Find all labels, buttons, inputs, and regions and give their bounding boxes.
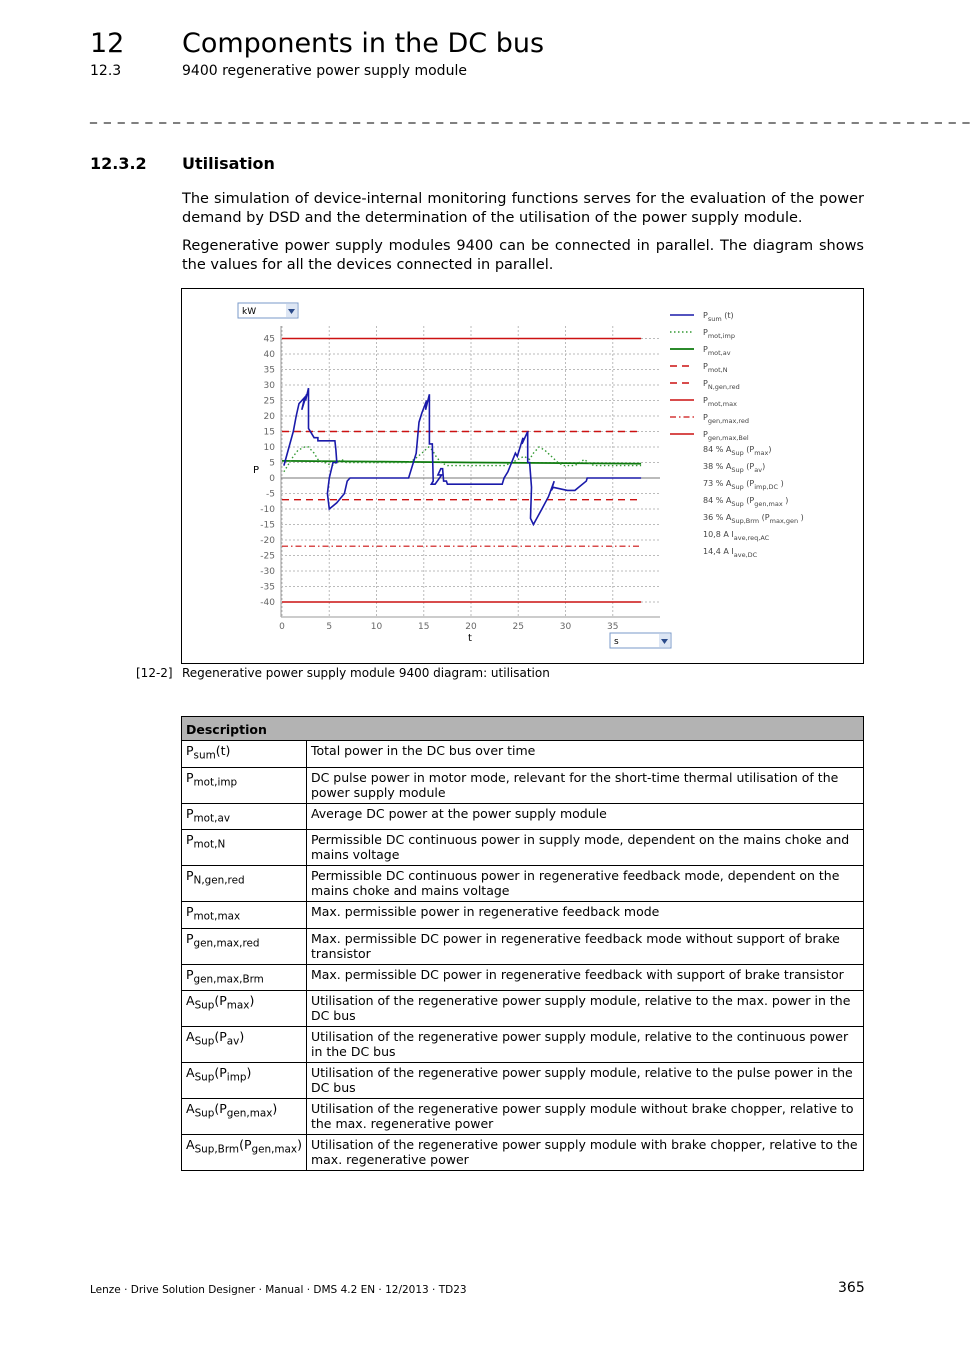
utilisation-stat: 84 % $A_{Sup}$ $(P_{max})$ — [703, 445, 772, 457]
symbol-cell — [182, 964, 307, 991]
symbol-cell — [182, 741, 307, 768]
y-tick-label: -15 — [260, 520, 275, 531]
table-header: Description — [182, 717, 864, 741]
table-row — [182, 803, 864, 830]
y-tick-label: -25 — [260, 551, 275, 562]
page-number: 365 — [838, 1280, 865, 1296]
paragraph-2: Regenerative power supply modules 9400 can be connected in parallel. The diagram shows the values for all the devices connected in parallel. — [182, 238, 864, 273]
x-tick-label: 30 — [559, 622, 572, 632]
symbol-tail2: ) — [297, 1137, 302, 1152]
figure-caption-text: Regenerative power supply module 9400 diagram: utilisation — [182, 666, 550, 680]
x-tick-label: 5 — [326, 622, 333, 632]
description-cell: Total power in the DC bus over time — [306, 741, 863, 768]
y-tick-label: 0 — [269, 474, 275, 484]
y-tick-label: -20 — [260, 536, 275, 546]
x-tick-label: 10 — [370, 622, 383, 632]
legend-label: $P_{gen,max,Bel}$ — [703, 430, 749, 442]
description-table — [181, 716, 864, 1171]
legend-label: $P_{mot,imp}$ — [703, 328, 736, 340]
series-psum-t- — [284, 388, 641, 524]
description-cell: Permissible DC continuous power in supply mode, dependent on the mains choke and mains voltage — [306, 830, 863, 866]
legend-label: $P_{gen,max,red}$ — [703, 413, 750, 425]
x-axis-label: t — [468, 633, 472, 644]
symbol-sub: mot,av — [193, 812, 230, 824]
description-cell: Utilisation of the regenerative power supply module, relative to the continuous power in the DC bus — [306, 1027, 863, 1063]
symbol-tail: (P — [214, 993, 227, 1008]
table-header-row — [182, 717, 864, 741]
x-tick-label: 25 — [512, 622, 524, 632]
symbol-tail2: ) — [249, 993, 255, 1008]
y-tick-label: 25 — [263, 396, 275, 407]
description-cell: Utilisation of the regenerative power supply module, relative to the pulse power in the DC bus — [306, 1063, 863, 1099]
y-tick-label: 30 — [263, 381, 275, 391]
symbol-sym: P — [186, 966, 194, 982]
y-tick-label: 20 — [263, 412, 275, 422]
y-tick-label: 35 — [263, 365, 275, 376]
description-cell: Max. permissible power in regenerative feedback mode — [306, 902, 863, 929]
table-row — [182, 741, 864, 768]
y-tick-label: 45 — [263, 334, 275, 345]
y-tick-label: -10 — [260, 505, 275, 515]
table-row — [182, 902, 864, 929]
section-title: 9400 regenerative power supply module — [182, 63, 467, 79]
symbol-sub2: gen,max — [251, 1143, 298, 1156]
x-tick-label: 0 — [279, 622, 285, 632]
table-row — [182, 1135, 864, 1171]
table-row — [182, 991, 864, 1027]
symbol-cell — [182, 1027, 307, 1063]
legend-label: $P_{mot,av}$ — [703, 345, 731, 357]
symbol-sub: N,gen,red — [193, 874, 245, 887]
utilisation-stat: 10,8 A $I_{ave,req,AC}$ — [703, 530, 770, 542]
table-row — [182, 964, 864, 991]
x-tick-label: 20 — [465, 622, 477, 632]
symbol-cell — [182, 991, 307, 1027]
symbol-sym: P — [186, 930, 194, 946]
symbol-sub: sum — [193, 749, 216, 762]
symbol-tail: (t) — [215, 743, 231, 758]
description-cell: Utilisation of the regenerative power supply module without brake chopper, relative to the max. regenerative power — [306, 1099, 863, 1135]
symbol-sub: Sup — [194, 999, 215, 1012]
paragraph-1: The simulation of device-internal monitoring functions serves for the evaluation of the power demand by DSD and the determination of the utilisation of the power supply module. — [182, 191, 864, 226]
symbol-sym: A — [186, 993, 195, 1008]
symbol-cell — [182, 830, 307, 866]
symbol-sym: P — [186, 868, 194, 883]
description-cell: Permissible DC continuous power in regenerative feedback mode, dependent on the mains choke and mains voltage — [306, 866, 863, 902]
symbol-sym: P — [186, 769, 194, 785]
symbol-tail2: ) — [246, 1065, 252, 1080]
symbol-sub2: gen,max — [226, 1107, 273, 1120]
table-row — [182, 866, 864, 902]
time-select-value: s — [614, 637, 619, 647]
table-row — [182, 1099, 864, 1135]
y-tick-label: -35 — [260, 582, 275, 593]
description-cell: Max. permissible DC power in regenerative feedback with support of brake transistor — [306, 964, 863, 991]
table-row — [182, 830, 864, 866]
symbol-sym: P — [186, 904, 194, 919]
symbol-sub2: av — [226, 1035, 240, 1048]
table-body — [182, 741, 864, 1171]
x-tick-label: 15 — [418, 622, 430, 632]
unit-select-value: kW — [242, 307, 257, 317]
subsection-title: Utilisation — [182, 154, 275, 173]
symbol-cell — [182, 1135, 307, 1171]
symbol-sub2: max — [226, 999, 250, 1012]
utilisation-stat: 36 % $A_{Sup,Brm}$ ($P_{max,gen}$ ) — [703, 513, 804, 525]
symbol-sub: Sup — [194, 1107, 215, 1120]
symbol-cell — [182, 928, 307, 964]
chapter-title: Components in the DC bus — [182, 28, 545, 59]
symbol-sub: Sup — [194, 1071, 215, 1084]
symbol-sym: A — [186, 1065, 195, 1080]
symbol-sub: mot,max — [193, 910, 241, 923]
symbol-sym: A — [186, 1029, 195, 1044]
chart-svg — [182, 289, 863, 663]
legend-label: $P_{mot,N}$ — [703, 362, 728, 374]
description-cell: Utilisation of the regenerative power supply module with brake chopper, relative to the max. regenerative power — [306, 1135, 863, 1171]
symbol-sym: P — [186, 805, 194, 821]
legend-label: $P_{mot,max}$ — [703, 396, 737, 408]
y-tick-label: 15 — [263, 427, 275, 438]
legend-label: $P_{sum}$ (t) — [703, 311, 734, 323]
symbol-sub: Sup — [194, 1035, 215, 1048]
symbol-tail: (P — [214, 1101, 227, 1116]
symbol-cell — [182, 767, 307, 803]
symbol-tail2: ) — [239, 1029, 245, 1044]
header-separator: _ _ _ _ _ _ _ _ _ _ _ _ _ _ _ _ _ _ _ _ _ _ _ _ _ _ _ _ _ _ _ _ _ _ _ _ _ _ _ _ _ _ _ _ _ _ _ _ _ _ _ _ _ _ _ _ _ _ _ _ _ _ _ _ — [90, 108, 971, 124]
symbol-cell — [182, 1063, 307, 1099]
y-tick-label: 40 — [263, 350, 275, 360]
legend-label: $P_{N,gen,red}$ — [703, 379, 740, 391]
symbol-cell — [182, 1099, 307, 1135]
description-cell: Max. permissible DC power in regenerative feedback mode without support of brake transistor — [306, 928, 863, 964]
table-row — [182, 928, 864, 964]
unit-select[interactable] — [238, 303, 298, 318]
symbol-tail: (P — [239, 1137, 252, 1152]
symbol-sym: A — [186, 1137, 195, 1152]
symbol-sub: mot,imp — [193, 776, 238, 788]
symbol-sym: A — [186, 1101, 195, 1116]
symbol-tail2: ) — [272, 1101, 278, 1116]
symbol-cell — [182, 803, 307, 830]
table-row — [182, 767, 864, 803]
utilisation-stat: 38 % $A_{Sup}$ $(P_{av})$ — [703, 462, 766, 474]
symbol-cell — [182, 902, 307, 929]
section-number: 12.3 — [90, 63, 122, 79]
symbol-tail: (P — [214, 1065, 227, 1080]
description-cell: DC pulse power in motor mode, relevant for the short-time thermal utilisation of the power supply module — [306, 767, 863, 803]
subsection-number: 12.3.2 — [90, 154, 147, 173]
chapter-number: 12 — [90, 28, 125, 59]
description-cell: Average DC power at the power supply module — [306, 803, 863, 830]
utilisation-stat: 84 % $A_{Sup}$ ($P_{gen,max}$ ) — [703, 496, 789, 508]
symbol-cell — [182, 866, 307, 902]
y-tick-label: -40 — [260, 598, 275, 608]
utilisation-stat: 14,4 A $I_{ave,DC}$ — [703, 547, 758, 559]
table-row — [182, 1063, 864, 1099]
symbol-tail: (P — [214, 1029, 227, 1044]
y-axis-label: P — [253, 465, 260, 476]
utilisation-stat: 73 % $A_{Sup}$ ($P_{imp,DC}$ ) — [703, 479, 784, 491]
description-cell: Utilisation of the regenerative power supply module, relative to the max. power in the DC bus — [306, 991, 863, 1027]
symbol-sub: Sup,Brm — [194, 1143, 240, 1156]
symbol-sym: P — [186, 743, 194, 758]
symbol-sub: gen,max,red — [193, 937, 260, 949]
symbol-sub: mot,N — [193, 838, 226, 851]
symbol-sub2: imp — [226, 1071, 247, 1084]
x-tick-label: 35 — [607, 622, 619, 632]
y-tick-label: 10 — [263, 443, 275, 453]
series-pmot-imp — [284, 447, 641, 472]
figure-caption-number: [12-2] — [136, 666, 173, 680]
time-select[interactable] — [610, 633, 671, 648]
symbol-sym: P — [186, 832, 194, 847]
y-tick-label: -30 — [260, 567, 275, 577]
footer-text: Lenze · Drive Solution Designer · Manual · DMS 4.2 EN · 12/2013 · TD23 — [90, 1284, 467, 1296]
symbol-sub: gen,max,Brm — [193, 973, 264, 985]
utilisation-diagram — [181, 288, 864, 664]
y-tick-label: -5 — [266, 489, 275, 500]
y-tick-label: 5 — [269, 458, 275, 469]
table-row — [182, 1027, 864, 1063]
